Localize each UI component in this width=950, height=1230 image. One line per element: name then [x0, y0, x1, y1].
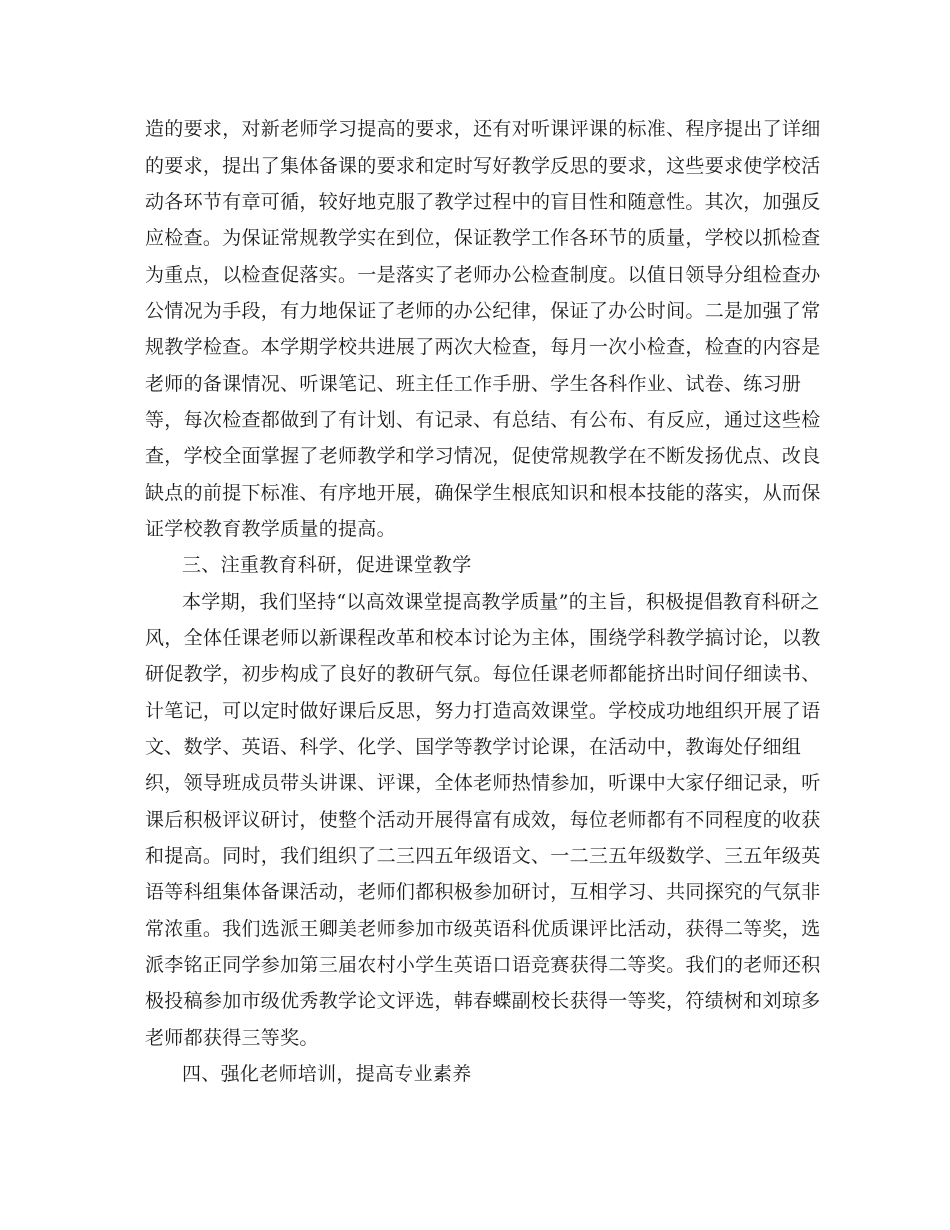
body-text-line: 风，全体任课老师以新课程改革和校本讨论为主体，围绕学科教学搞讨论，以教: [145, 627, 821, 649]
body-text-line: 公情况为手段，有力地保证了老师的办公纪律，保证了办公时间。二是加强了常: [145, 300, 821, 322]
body-text-line: 查，学校全面掌握了老师教学和学习情况，促使常规教学在不断发扬优点、改良: [145, 445, 821, 467]
body-text-line: 应检查。为保证常规教学实在到位，保证教学工作各环节的质量，学校以抓检查: [145, 227, 821, 249]
body-text-line: 文、数学、英语、科学、化学、国学等教学讨论课，在活动中，教诲处仔细组: [145, 736, 802, 758]
body-text-line: 老师的备课情况、听课笔记、班主任工作手册、学生各科作业、试卷、练习册: [145, 373, 802, 395]
body-text-line: 老师都获得三等奖。: [145, 1027, 319, 1049]
body-text-line: 常浓重。我们选派王卿美老师参加市级英语科优质课评比活动，获得二等奖，选: [145, 918, 821, 940]
body-text-line: 证学校教育教学质量的提高。: [145, 518, 396, 540]
body-text-line: 语等科组集体备课活动，老师们都积极参加研讨，互相学习、共同探究的气氛非: [145, 881, 821, 903]
body-text-line: 为重点，以检查促落实。一是落实了老师办公检查制度。以值日领导分组检查办: [145, 264, 821, 286]
paragraph-first-line: 本学期，我们坚持“以高效课堂提高教学质量”的主旨，积极提倡教育科研之: [182, 591, 820, 613]
body-text-line: 织，领导班成员带头讲课、评课，全体老师热情参加，听课中大家仔细记录，听: [145, 772, 821, 794]
body-text-line: 缺点的前提下标准、有序地开展，确保学生根底知识和根本技能的落实，从而保: [145, 482, 821, 504]
body-text-line: 等，每次检查都做到了有计划、有记录、有总结、有公布、有反应，通过这些检: [145, 409, 821, 431]
body-text-line: 和提高。同时，我们组织了二三四五年级语文、一二三五年级数学、三五年级英: [145, 845, 821, 867]
body-text-line: 极投稿参加市级优秀教学论文评选，韩春蝶副校长获得一等奖，符绩树和刘琼多: [145, 990, 821, 1012]
body-text-line: 课后积极评议研讨，使整个活动开展得富有成效，每位老师都有不同程度的收获: [145, 809, 821, 831]
body-text-line: 造的要求，对新老师学习提高的要求，还有对听课评课的标准、程序提出了详细: [145, 118, 821, 140]
body-text-line: 研促教学，初步构成了良好的教研气氛。每位任课老师都能挤出时间仔细读书、: [145, 663, 821, 685]
body-text-line: 计笔记，可以定时做好课后反思，努力打造高效课堂。学校成功地组织开展了语: [145, 700, 821, 722]
body-text-line: 动各环节有章可循，较好地克服了教学过程中的盲目性和随意性。其次，加强反: [145, 191, 821, 213]
body-text-line: 派李铭正同学参加第三届农村小学生英语口语竞赛获得二等奖。我们的老师还积: [145, 954, 821, 976]
section-heading: 四、强化老师培训，提高专业素养: [182, 1063, 472, 1085]
section-heading: 三、注重教育科研，促进课堂教学: [182, 554, 472, 576]
body-text-line: 规教学检查。本学期学校共进展了两次大检查，每月一次小检查，检查的内容是: [145, 336, 821, 358]
body-text-line: 的要求，提出了集体备课的要求和定时写好教学反思的要求，这些要求使学校活: [145, 155, 821, 177]
